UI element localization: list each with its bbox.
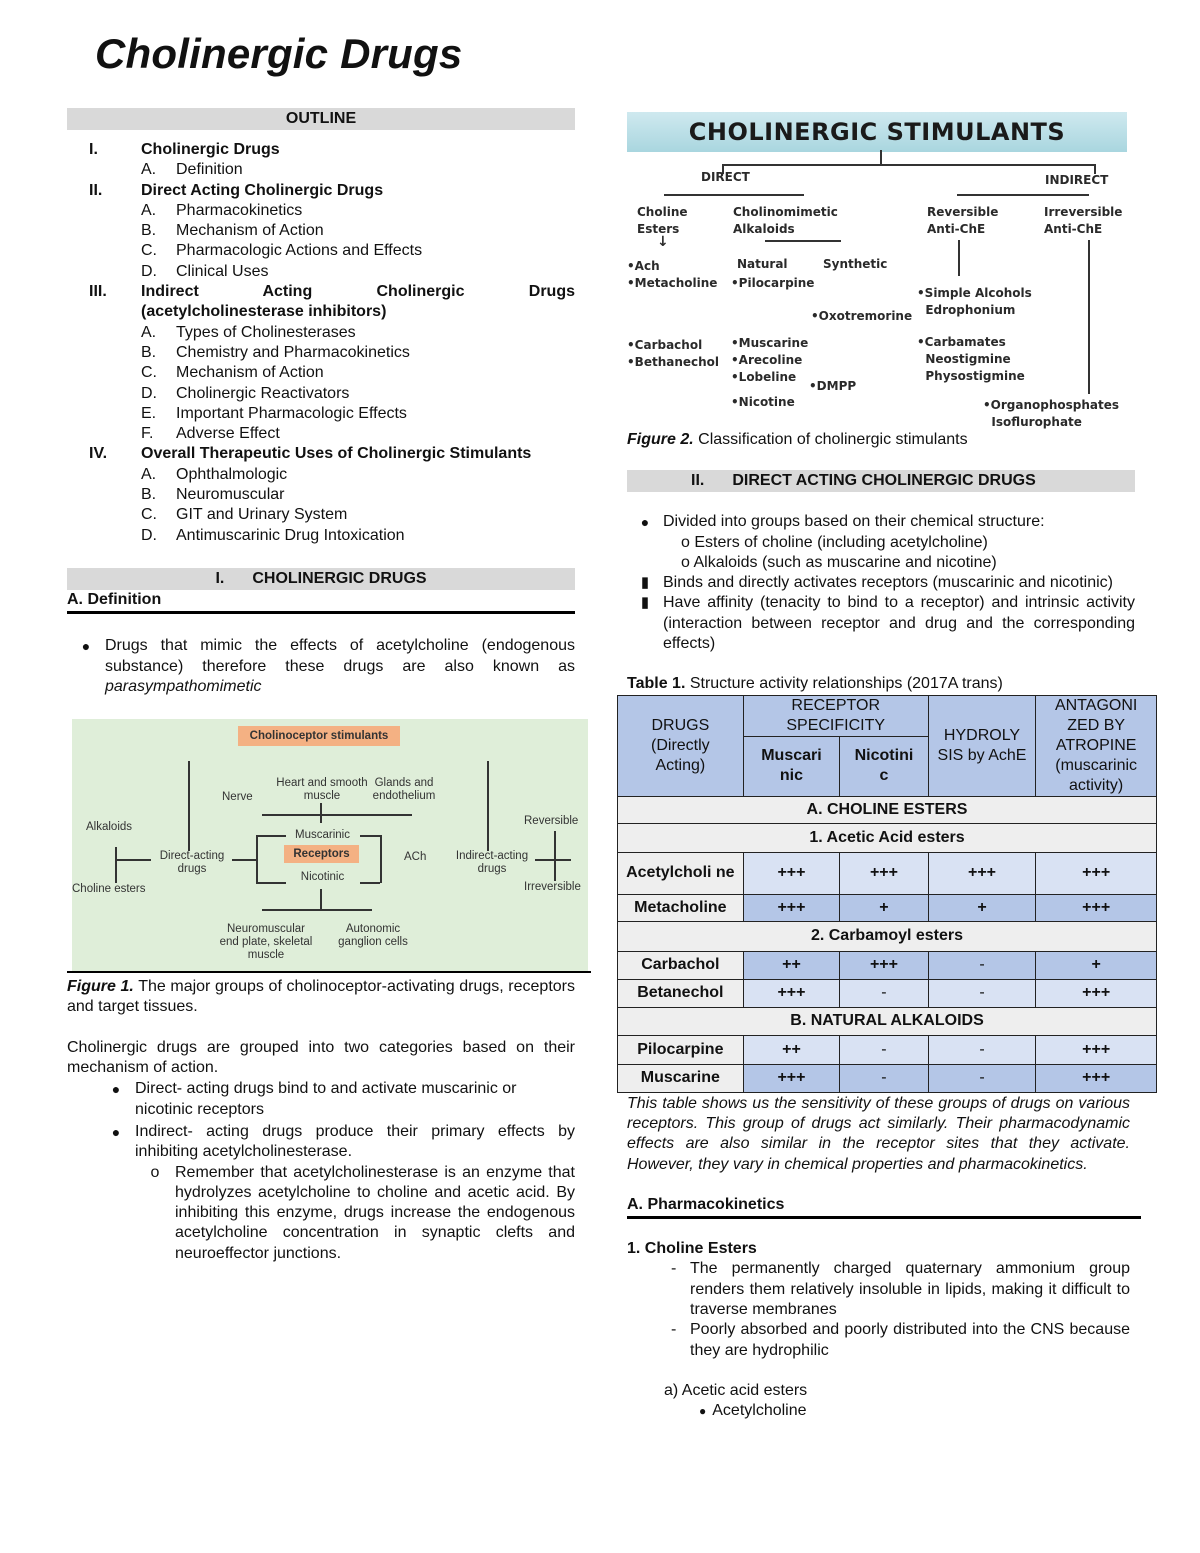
outline-section-subtitle: (acetylcholinesterase inhibitors) <box>141 303 387 321</box>
fig2-cholinomimetic: Cholinomimetic Alkaloids <box>733 205 838 236</box>
figure-2-chart <box>627 112 1127 434</box>
pk-dash-2: - Poorly absorbed and poorly distributed into the CNS because they are hydrophilic <box>671 1321 1130 1359</box>
fig2-ach: •Ach •Metacholine <box>627 259 718 290</box>
outline-item: A. Pharmacokinetics <box>141 201 303 219</box>
esters-subbullet: o Esters of choline (including acetylcholine) <box>681 533 988 551</box>
section-1-row: 1. Acetic Acid esters <box>618 823 1157 852</box>
outline-item: E. Important Pharmacologic Effects <box>141 404 407 422</box>
fig2-carbamates: •Carbamates Neostigmine Physostigmine <box>917 335 1025 383</box>
fig2-oxotremorine: •Oxotremorine <box>811 309 913 323</box>
outline-item: F. Adverse Effect <box>141 425 280 443</box>
fig2-carbachol: •Carbachol •Bethanechol <box>627 338 720 369</box>
table-row: Pilocarpine ++ - - +++ <box>618 1035 1157 1064</box>
fig2-indirect: INDIRECT <box>1045 173 1109 187</box>
section-a-row: A. CHOLINE ESTERS <box>618 796 1157 823</box>
outline-item: C. GIT and Urinary System <box>141 506 348 524</box>
o-marker: o <box>150 1163 160 1181</box>
mechanism-paragraph: Cholinergic drugs are grouped into two categories based on their mechanism of action. <box>67 1038 575 1077</box>
fig2-muscarine: •Muscarine •Arecoline •Lobeline <box>731 336 809 384</box>
fig2-irreversible: Irreversible Anti-ChE <box>1044 205 1123 236</box>
th-atropine: ANTAGONI ZED BY ATROPINE (muscarinic activity) <box>1036 695 1157 796</box>
section-2-row: 2. Carbamoyl esters <box>618 921 1157 951</box>
th-hydrolysis: HYDROLY SIS by AchE <box>928 695 1036 796</box>
outline-list <box>67 140 575 546</box>
outline-item: B. Chemistry and Pharmacokinetics <box>141 343 410 361</box>
structure-bullet: ● Divided into groups based on their chemical structure: <box>627 512 1135 532</box>
outline-item: D. Antimuscarinic Drug Intoxication <box>141 526 405 544</box>
table-row: Muscarine +++ - - +++ <box>618 1064 1157 1092</box>
fig2-reversible: Reversible Anti-ChE <box>927 205 999 236</box>
outline-item: B. Mechanism of Action <box>141 222 324 240</box>
section-1-title: CHOLINERGIC DRUGS <box>252 569 427 587</box>
outline-item: A. Definition <box>141 161 243 179</box>
fig2-natural: Natural <box>737 257 788 271</box>
table-note: This table shows us the sensitivity of these groups of drugs on various receptors. This group of drugs act similarly. Their pharmacodynamic effects are also similar in the receptor sites that they activate. However, they vary in chemical properties and pharmacokinetics. <box>627 1094 1130 1173</box>
table-1-caption: Table 1. Structure activity relationships (2017A trans) <box>627 675 1003 693</box>
fig1-heart: Heart and smooth muscle <box>276 777 368 803</box>
remember-subbullet: o Remember that acetylcholinesterase is an enzyme that hydrolyzes acetylcholine to choline and acetic acid. By inhibiting this enzyme, drugs increase the endogenous acetylcholine concentration in synaptic clefts and neuroeffector junctions. <box>67 1163 575 1264</box>
th-muscarinic: Muscari nic <box>743 736 840 796</box>
fig2-pilocarpine: •Pilocarpine <box>731 276 815 290</box>
page-title: Cholinergic Drugs <box>95 30 463 77</box>
alkaloids-subbullet: o Alkaloids (such as muscarine and nicotine) <box>681 553 997 571</box>
th-drugs: DRUGS (Directly Acting) <box>618 695 744 796</box>
note-icon: ▮ <box>640 594 650 612</box>
outline-item: D. Cholinergic Reactivators <box>141 384 350 402</box>
outline-item: B. Neuromuscular <box>141 486 285 504</box>
fig2-dmpp: •DMPP <box>809 379 857 393</box>
fig2-header: CHOLINERGIC STIMULANTS <box>627 112 1127 152</box>
fig1-receptors: Receptors <box>284 845 359 863</box>
definition-text: Drugs that mimic the effects of acetylcholine (endogenous substance) therefore these drugs are also known as <box>105 637 575 675</box>
section-1-header <box>67 568 575 590</box>
choline-esters-heading: 1. Choline Esters <box>627 1240 757 1258</box>
fig2-organophosphates: •Organophosphates Isoflurophate <box>983 398 1120 429</box>
fig1-title: Cholinoceptor stimulants <box>238 726 400 746</box>
section-b-row: B. NATURAL ALKALOIDS <box>618 1007 1157 1035</box>
outline-item: C. Pharmacologic Actions and Effects <box>141 242 423 260</box>
bullet-icon: ● <box>699 1404 707 1419</box>
sar-table <box>617 695 1157 1093</box>
table-row: Carbachol ++ +++ - + <box>618 951 1157 979</box>
outline-item: D. Clinical Uses <box>141 262 269 280</box>
outline-section: II. Direct Acting Cholinergic Drugs <box>89 181 384 199</box>
fig1-irreversible: Irreversible <box>524 881 581 894</box>
fig1-neuromuscular: Neuromuscular end plate, skeletal muscle <box>219 923 313 962</box>
table-row: Betanechol +++ - - +++ <box>618 979 1157 1007</box>
left-column <box>67 108 581 1264</box>
acetic-acid-esters: a) Acetic acid esters <box>664 1381 808 1399</box>
table-row: Metacholine +++ + + +++ <box>618 894 1157 921</box>
fig2-synthetic: Synthetic <box>823 257 888 271</box>
parasympathomimetic-term: parasympathomimetic <box>105 677 262 695</box>
bullet-icon: ● <box>111 1123 121 1140</box>
figure-1-caption <box>67 977 575 1018</box>
outline-section: I. Cholinergic Drugs <box>89 141 280 158</box>
outline-section: III. Indirect Acting Cholinergic Drugs <box>89 283 575 301</box>
pharmacokinetics-heading: A. Pharmacokinetics <box>627 1195 1141 1219</box>
bullet-icon: ● <box>640 514 650 531</box>
fig2-alcohols: •Simple Alcohols Edrophonium <box>917 286 1032 317</box>
fig1-indirect-acting: Indirect-acting drugs <box>455 850 529 876</box>
th-receptor: RECEPTOR SPECIFICITY <box>743 695 928 736</box>
section-2-header: II. DIRECT ACTING CHOLINERGIC DRUGS <box>627 470 1135 492</box>
binds-bullet: ▮ Binds and directly activates receptors (muscarinic and nicotinic) <box>627 573 1135 593</box>
bullet-icon: ● <box>111 1081 121 1098</box>
table-row: Acetylcholi ne +++ +++ +++ +++ <box>618 852 1157 894</box>
fig1-glands: Glands and endothelium <box>372 777 436 803</box>
th-nicotinic: Nicotini c <box>840 736 928 796</box>
fig2-nicotine: •Nicotine <box>731 395 795 409</box>
note-icon: ▮ <box>640 574 650 592</box>
figure-1-diagram <box>72 719 588 971</box>
figure-2-caption: Figure 2. Classification of cholinergic stimulants <box>627 431 968 448</box>
fig2-direct: DIRECT <box>701 170 750 184</box>
direct-bullet: ● Direct- acting drugs bind to and activate muscarinic or nicotinic receptors <box>67 1079 575 1120</box>
outline-item: A. Ophthalmologic <box>141 465 288 483</box>
fig1-nicotinic: Nicotinic <box>300 871 345 884</box>
affinity-bullet: ▮ Have affinity (tenacity to bind to a receptor) and intrinsic activity (interaction between receptor and drug and the corresponding effects) <box>627 593 1135 654</box>
outline-item: A. Types of Cholinesterases <box>141 323 356 341</box>
down-arrow-icon: ↓ <box>657 234 669 250</box>
fig1-direct-acting: Direct-acting drugs <box>159 850 225 876</box>
fig1-caption-text: The major groups of cholinoceptor-activating drugs, receptors and target tissues. <box>67 978 575 1016</box>
fig1-ach: ACh <box>404 851 427 864</box>
bullet-icon: ● <box>81 638 91 655</box>
fig1-ganglion: Autonomic ganglion cells <box>338 923 408 949</box>
fig1-alkaloids: Alkaloids <box>86 821 133 834</box>
section-1-number: I. <box>215 569 225 587</box>
fig1-nerve: Nerve <box>222 791 253 804</box>
outline-section: IV. Overall Therapeutic Uses of Cholinergic Stimulants <box>89 445 532 463</box>
fig1-reversible: Reversible <box>524 815 579 828</box>
acetylcholine-item: ● Acetylcholine <box>699 1402 807 1420</box>
right-column <box>626 112 1138 1422</box>
fig1-muscarinic: Muscarinic <box>295 829 350 842</box>
fig1-caption-label: Figure 1. <box>67 978 134 996</box>
fig1-choline-esters: Choline esters <box>72 883 146 896</box>
outline-item: C. Mechanism of Action <box>141 364 324 382</box>
fig2-choline-esters: Choline Esters <box>637 205 688 236</box>
definition-heading: A. Definition <box>67 590 575 614</box>
definition-bullet <box>67 636 575 697</box>
indirect-bullet: ● Indirect- acting drugs produce their primary effects by inhibiting acetylcholinesterase. <box>67 1122 575 1163</box>
pk-dash-1: - The permanently charged quaternary ammonium group renders them relatively insoluble in lipids, making it difficult to traverse membranes <box>671 1260 1130 1319</box>
outline-header: OUTLINE <box>67 108 575 130</box>
